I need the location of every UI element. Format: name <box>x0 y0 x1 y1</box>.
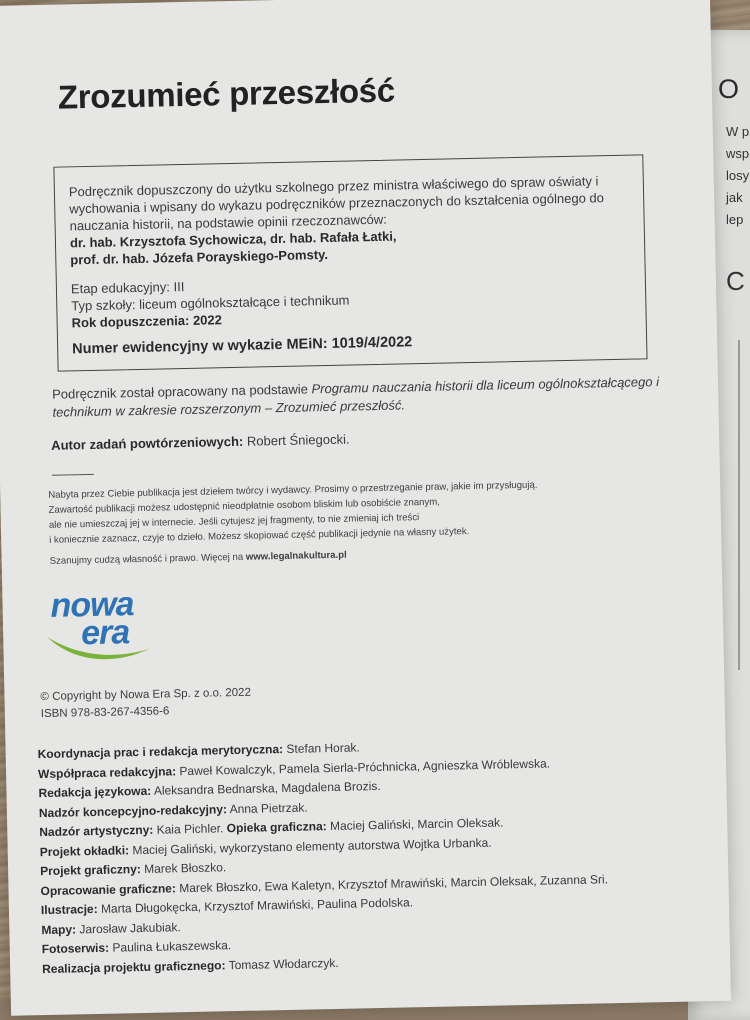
logo-word-nowa: nowa <box>50 585 134 625</box>
facing-page-heading: C <box>726 266 745 296</box>
credit-value: Jarosław Jakubiak. <box>79 919 181 936</box>
credit-value: Tomasz Włodarczyk. <box>228 955 339 972</box>
facing-page-line: losy <box>726 168 750 183</box>
legal-line: i koniecznie zaznacz, czyje to dzieło. Możesz skopiować część publikacji jedynie na własny użytek. <box>49 526 470 546</box>
credit-label: Koordynacja prac i redakcja merytoryczna: <box>37 742 284 762</box>
registration-number: Numer ewidencyjny w wykazie MEiN: 1019/4/2022 <box>72 334 413 358</box>
credit-label: Fotoserwis: <box>41 940 110 957</box>
respect-text: Szanujmy cudzą własność i prawo. Więcej na <box>49 551 244 567</box>
credit-value: Marek Błoszko. <box>144 860 227 876</box>
credit-value: Marek Błoszko, Ewa Kaletyn, Krzysztof Mrawiński, Marcin Oleksak, Zuzanna Sri. <box>179 871 609 895</box>
credit-value: Stefan Horak. <box>286 740 360 756</box>
program-basis <box>52 373 673 422</box>
school-type: Typ szkoły: liceum ogólnokształcące i technikum <box>71 292 350 314</box>
facing-page-rule <box>738 340 740 670</box>
logo-swoosh-icon <box>43 631 154 667</box>
isbn-text: ISBN 978-83-267-4356-6 <box>40 705 170 721</box>
credit-label: Redakcja językowa: <box>38 783 152 801</box>
credit-value: Anna Pietrzak. <box>229 800 308 816</box>
credit-label: Ilustracje: <box>40 901 98 918</box>
education-stage: Etap edukacyjny: III <box>70 278 185 297</box>
exercise-author <box>51 425 673 453</box>
copyright-block <box>40 676 679 723</box>
credit-label: Nadzór artystyczny: <box>39 822 154 840</box>
nowa-era-logo <box>42 587 154 667</box>
author-label: Autor zadań powtórzeniowych: <box>51 433 244 453</box>
credit-label: Współpraca redakcyjna: <box>37 763 177 781</box>
copyright-text: © Copyright by Nowa Era Sp. z o.o. 2022 <box>40 686 252 704</box>
facing-page-title: O <box>718 74 740 104</box>
credit-label: Opracowanie graficzne: <box>40 880 177 898</box>
credit-label: Projekt graficzny: <box>39 862 141 879</box>
credit-value: Aleksandra Bednarska, Magdalena Brozis. <box>153 778 381 798</box>
credit-value: Paweł Kowalczyk, Pamela Sierla-Próchnicka, Agnieszka Wróblewska. <box>179 755 551 778</box>
credit-label: Mapy: <box>41 921 77 937</box>
credit-value: Maciej Galiński, wykorzystano elementy autorstwa Wojtka Urbanka. <box>132 835 492 857</box>
approval-year: Rok dopuszczenia: 2022 <box>71 312 223 331</box>
author-name: Robert Śniegocki. <box>246 431 350 449</box>
credit-label: Projekt okładki: <box>39 842 130 859</box>
program-title: Programu nauczania historii dla liceum ogólnokształcącego i technikum w zakresie rozszerzonym – Zrozumieć przeszłość. <box>52 374 660 420</box>
approval-box <box>53 154 647 371</box>
legal-line: Nabyta przez Ciebie publikacja jest dziełem twórcy i wydawcy. Prosimy o przestrzeganie praw, jakie im przysługują. <box>48 479 538 501</box>
reviewers-line-1: dr. hab. Krzysztofa Sychowicza, dr. hab. Rafała Łatki, <box>69 228 397 251</box>
credit-label: Opieka graficzna: <box>226 819 327 836</box>
legal-site-link: www.legalnakultura.pl <box>245 549 347 563</box>
approval-intro: Podręcznik dopuszczony do użytku szkolnego przez ministra właściwego do spraw oświaty i wychowania i wpisany do wykazu podręczników przeznaczonych do kształcenia ogólnego do nauczania historii, na podstawie opinii rzeczoznawców: <box>68 173 605 234</box>
credit-value: Kaia Pichler. <box>156 821 224 837</box>
legal-line: Zawartość publikacji możesz udostępnić nieodpłatnie osobom bliskim lub osobiście znanym, <box>48 496 441 516</box>
credit-value: Maciej Galiński, Marcin Oleksak. <box>329 815 504 834</box>
logo-word-era: era <box>80 613 130 653</box>
divider <box>52 474 94 476</box>
credit-value: Paulina Łukaszewska. <box>112 938 232 955</box>
credit-label: Realizacja projektu graficznego: <box>42 957 226 976</box>
credit-value: Marta Długokęcka, Krzysztof Mrawiński, Paulina Podolska. <box>100 895 414 916</box>
book-title: Zrozumieć przeszłość <box>57 71 396 116</box>
legal-notice <box>48 475 676 569</box>
facing-page-line: jak <box>726 190 743 205</box>
page-content <box>37 50 684 978</box>
facing-page-line: lep <box>726 212 744 227</box>
credits-list <box>37 732 684 979</box>
reviewers-line-2: prof. dr. hab. Józefa Porayskiego-Pomsty. <box>70 246 329 268</box>
facing-page-line: W p <box>726 124 750 139</box>
basis-prefix: Podręcznik został opracowany na podstawie <box>51 381 309 402</box>
credit-label: Nadzór koncepcyjno-redakcyjny: <box>38 801 228 820</box>
legal-line: ale nie umieszczaj jej w internecie. Jeśli cytujesz jej fragmenty, to nie zmieniaj ich treści <box>48 512 420 531</box>
facing-page-line: wsp <box>726 146 750 161</box>
